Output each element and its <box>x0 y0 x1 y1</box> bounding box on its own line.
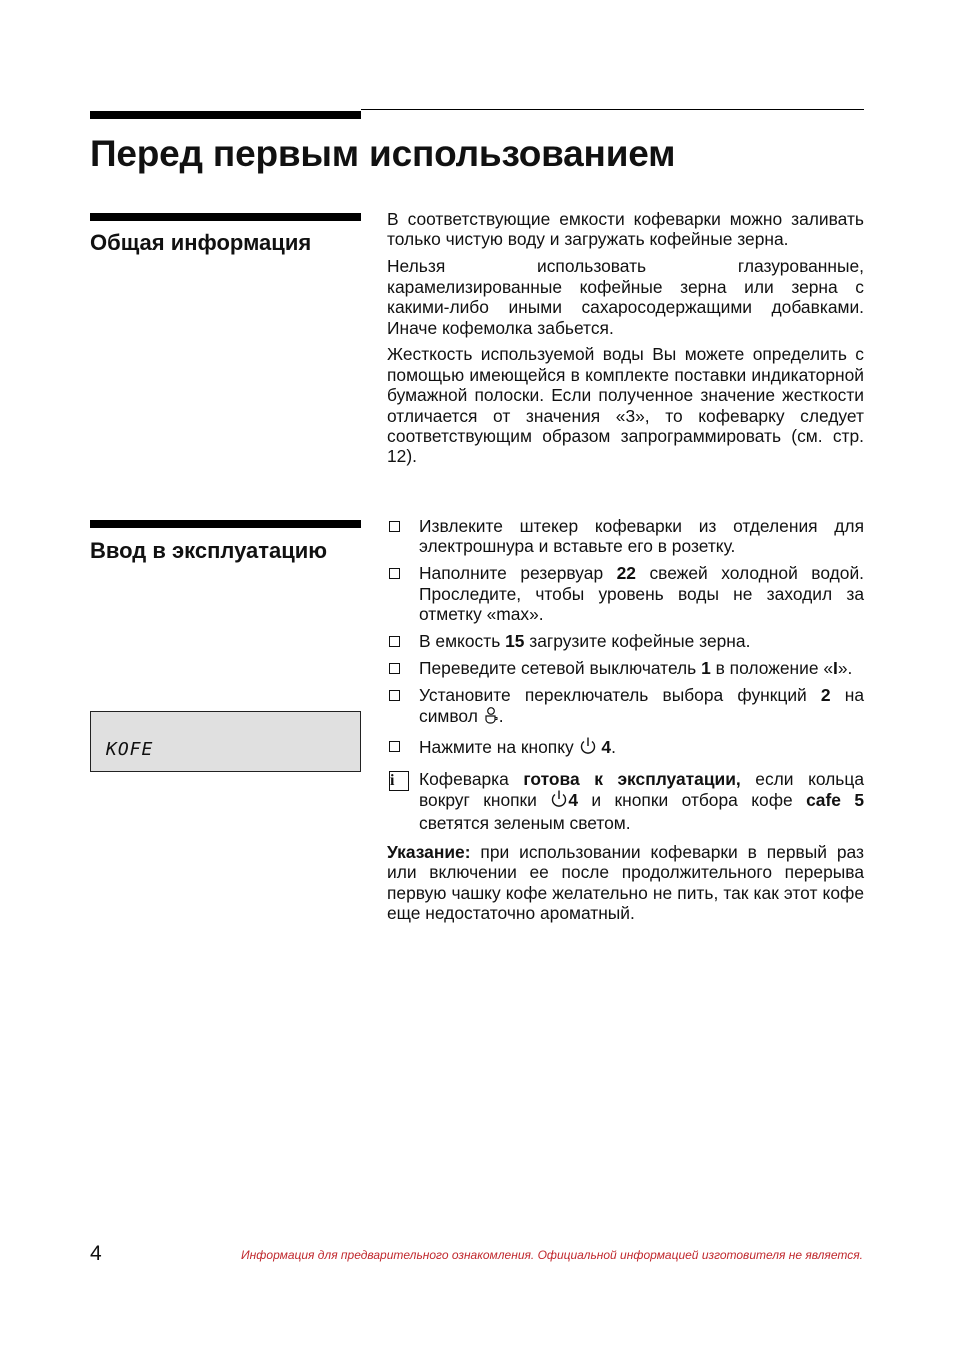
step-item: Извлеките штекер кофеварки из отделения для электрошнура и вставьте его в розетку. <box>387 516 864 557</box>
step-item: Нажмите на кнопку 4. <box>387 736 864 760</box>
section-general-title: Общая информация <box>90 230 312 255</box>
step-item: Установите переключатель выбора функций 2 на символ . <box>387 685 864 730</box>
lcd-display-text: KOFE <box>106 739 154 760</box>
step-item: В емкость 15 загрузите кофейные зерна. <box>387 631 864 651</box>
header-thick-rule <box>90 111 361 119</box>
power-icon <box>550 789 568 813</box>
checkbox-bullet-icon <box>389 741 400 752</box>
checkbox-bullet-icon <box>389 521 400 532</box>
section-general-rule <box>90 213 361 221</box>
section-general-body <box>387 209 864 473</box>
footer-disclaimer: Информация для предварительного ознакомления. Официальной информацией изготовителя не является. <box>241 1248 863 1262</box>
general-paragraph-3: Жесткость используемой воды Вы можете определить с помощью имеющейся в комплекте поставки индикаторной бумажной полоски. Если полученное значение жесткости отличается от значения «3», то кофеварку следует соответствующим образом запрограммировать (см. стр. 12). <box>387 344 864 467</box>
info-note: i Кофеварка готова к эксплуатации, если кольца вокруг кнопки 4 и кнопки отбора кофе cafe 5 светятся зеленым светом. <box>390 768 865 834</box>
note-text: при использовании кофеварки в первый раз или включении ее после продолжительного перерыва первую чашку кофе желательно не пить, так как этот кофе еще недостаточно ароматный. <box>387 841 864 923</box>
header-thin-rule <box>361 109 864 110</box>
startup-steps <box>387 516 864 761</box>
step-item: Наполните резервуар 22 свежей холодной водой. Проследите, чтобы уровень воды не заходил за отметку «max». <box>387 563 864 624</box>
lcd-display <box>90 711 361 772</box>
page-number: 4 <box>90 1242 102 1265</box>
checkbox-bullet-icon <box>389 690 400 701</box>
power-icon <box>579 736 597 760</box>
section-startup-rule <box>90 520 361 528</box>
section-startup-body <box>387 516 864 923</box>
usage-note <box>387 842 864 924</box>
page-title: Перед первым использованием <box>90 133 676 174</box>
checkbox-bullet-icon <box>389 568 400 579</box>
general-paragraph-1: В соответствующие емкости кофеварки можно заливать только чистую воду и загружать кофейные зерна. <box>387 209 864 250</box>
checkbox-bullet-icon <box>389 636 400 647</box>
general-paragraph-2: Нельзя использовать глазурованные, карамелизированные кофейные зерна или зерна с какими-либо иными сахаросодержащими добавками. Иначе кофемолка забьется. <box>387 256 864 338</box>
section-startup-title: Ввод в эксплуатацию <box>90 538 328 563</box>
step-item: Переведите сетевой выключатель 1 в положение «I». <box>387 658 864 678</box>
coffee-beans-cup-icon <box>483 705 499 729</box>
checkbox-bullet-icon <box>389 663 400 674</box>
note-label: Указание: <box>387 841 471 862</box>
info-icon: i <box>389 771 409 791</box>
